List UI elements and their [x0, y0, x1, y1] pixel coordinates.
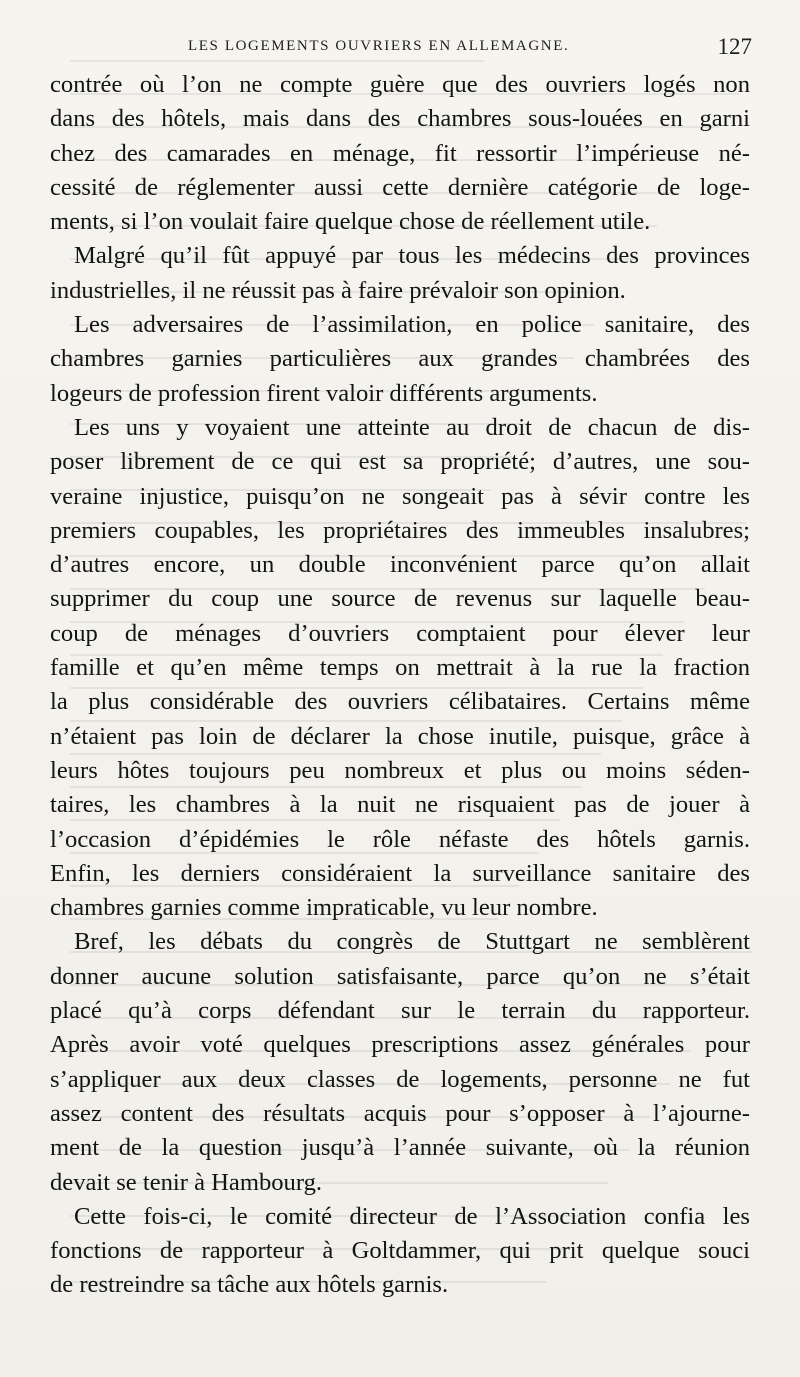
- text-line: d’autres encore, un double inconvénient parce qu’on allait: [50, 551, 750, 579]
- text-line: devait se tenir à Hambourg.: [50, 1168, 323, 1196]
- text-line: contrée où l’on ne compte guère que des ouvriers logés non: [50, 71, 750, 98]
- body-text: [50, 68, 750, 1303]
- text-line: chez des camarades en ménage, fit ressortir l’impérieuse né-: [50, 139, 750, 167]
- text-line: donner aucune solution satisfaisante, parce qu’on ne s’était: [50, 962, 750, 990]
- text-line: supprimer du coup une source de revenus sur laquelle beau-: [50, 585, 750, 613]
- text-line: premiers coupables, les propriétaires des immeubles insalubres;: [50, 516, 750, 544]
- text-line: leurs hôtes toujours peu nombreux et plus ou moins séden-: [50, 756, 750, 784]
- text-line: Cette fois-ci, le comité directeur de l’Association confia les: [74, 1202, 750, 1230]
- text-line: assez content des résultats acquis pour s’opposer à l’ajourne-: [50, 1099, 750, 1127]
- text-line: Les adversaires de l’assimilation, en police sanitaire, des: [74, 311, 750, 339]
- text-line: Les uns y voyaient une atteinte au droit de chacun de dis-: [74, 413, 750, 441]
- text-line: placé qu’à corps défendant sur le terrain du rapporteur.: [50, 997, 750, 1025]
- text-line: dans des hôtels, mais dans des chambres sous-louées en garni: [50, 105, 750, 133]
- running-header: [48, 34, 760, 62]
- text-line: industrielles, il ne réussit pas à faire prévaloir son opinion.: [50, 276, 626, 304]
- text-line: coup de ménages d’ouvriers comptaient pour élever leur: [50, 619, 750, 647]
- text-line: poser librement de ce qui est sa propriété; d’autres, une sou-: [50, 448, 750, 476]
- text-line: Malgré qu’il fût appuyé par tous les médecins des provinces: [74, 242, 750, 270]
- text-line: l’occasion d’épidémies le rôle néfaste des hôtels garnis.: [50, 825, 750, 853]
- text-line: famille et qu’en même temps on mettrait à la rue la fraction: [50, 654, 750, 682]
- text-line: chambres garnies comme impraticable, vu leur nombre.: [50, 894, 598, 922]
- text-line: fonctions de rapporteur à Goltdammer, qui prit quelque souci: [50, 1237, 750, 1265]
- text-line: cessité de réglementer aussi cette dernière catégorie de loge-: [50, 173, 750, 201]
- text-line: logeurs de profession firent valoir différents arguments.: [50, 379, 598, 407]
- text-line: taires, les chambres à la nuit ne risquaient pas de jouer à: [50, 791, 750, 819]
- text-line: Enfin, les derniers considéraient la surveillance sanitaire des: [50, 859, 750, 887]
- running-title: LES LOGEMENTS OUVRIERS EN ALLEMAGNE.: [188, 38, 570, 54]
- text-line: ment de la question jusqu’à l’année suivante, où la réunion: [50, 1134, 750, 1162]
- text-line: la plus considérable des ouvriers célibataires. Certains même: [50, 688, 750, 716]
- text-line: n’étaient pas loin de déclarer la chose inutile, puisque, grâce à: [50, 722, 750, 750]
- text-line: Bref, les débats du congrès de Stuttgart ne semblèrent: [74, 928, 750, 956]
- text-line: s’appliquer aux deux classes de logements, personne ne fut: [50, 1065, 750, 1093]
- text-line: chambres garnies particulières aux grandes chambrées des: [50, 345, 750, 373]
- text-line: Après avoir voté quelques prescriptions assez générales pour: [50, 1031, 750, 1059]
- page-number: 127: [717, 34, 752, 59]
- text-line: ments, si l’on voulait faire quelque chose de réellement utile.: [50, 208, 651, 236]
- text-line: veraine injustice, puisqu’on ne songeait pas à sévir contre les: [50, 482, 750, 510]
- text-line: de restreindre sa tâche aux hôtels garnis.: [50, 1271, 449, 1299]
